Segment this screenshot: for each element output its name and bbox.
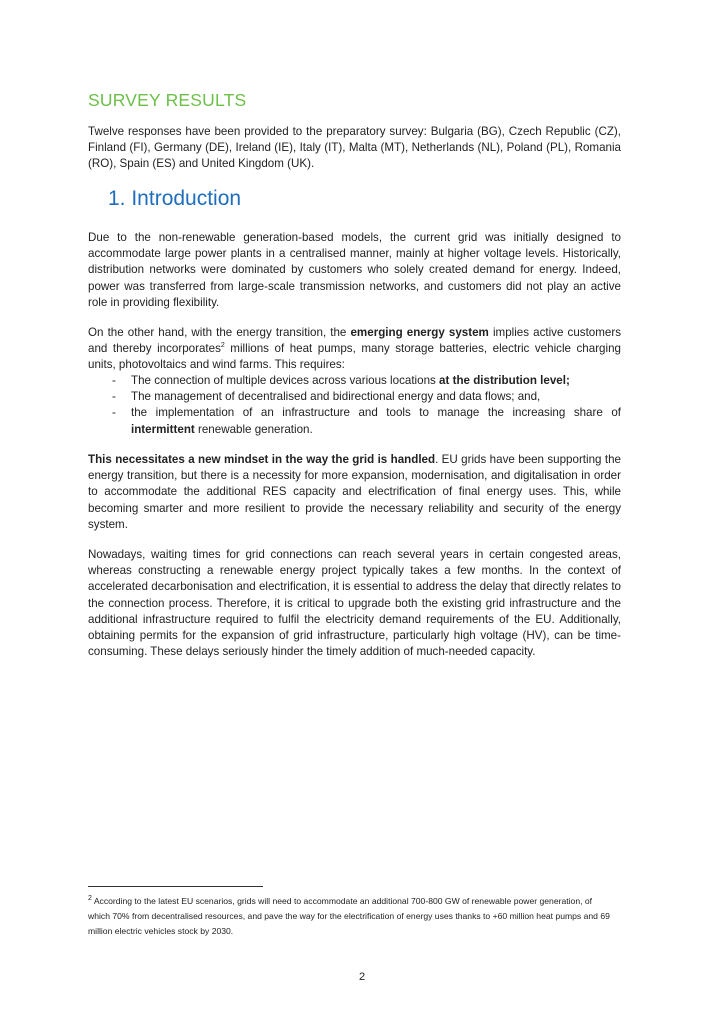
introduction-heading: 1. Introduction	[108, 187, 242, 210]
bullet-text: The management of decentralised and bidirectional energy and data flows; and,	[131, 390, 541, 404]
p3-bold-mindset: This necessitates a new mindset in the way the grid is handled	[88, 453, 436, 466]
footnote-number: 2	[88, 895, 92, 903]
intro-paragraph-4: Nowadays, waiting times for grid connections can reach several years in certain congested areas, whereas constructing a renewable energy project typically takes a few months. In the context of accelerated decarbonisation and electrification, it is essential to address the delay that directly relates to the connection process. Therefore, it is critical to upgrade both the existing grid infrastructure and the additional infrastructure required to fulfil the electricity demand requirements of the EU. Additionally, obtaining permits for the expansion of grid infrastructure, particularly high voltage (HV), can be time-consuming. These delays seriously hinder the timely addition of much-needed capacity.	[88, 548, 621, 659]
bullet-text: the implementation of an infrastructure and tools to manage the increasing share of	[131, 406, 621, 420]
p2-text-a: On the other hand, with the energy transition, the	[88, 326, 351, 339]
footnote-ref-link[interactable]: 2	[220, 342, 225, 350]
page-number: 2	[358, 971, 366, 983]
survey-results-title: SURVEY RESULTS	[88, 90, 247, 110]
bullet-bold: intermittent	[131, 422, 195, 436]
list-item	[88, 373, 621, 389]
bullet-dash: -	[112, 374, 116, 387]
p2-bold-emerging: emerging energy system	[350, 326, 489, 339]
bullet-bold: at the distribution level;	[439, 374, 570, 387]
footnote-separator	[88, 886, 263, 887]
bullet-dash: -	[112, 406, 116, 420]
p3-text: . EU grids have been supporting the energy transition, but there is a necessity for more expansion, modernisation, and digitalisation in order to accommodate the additional RES capacity and electrification of final energy uses. This, while becoming smarter and more resilient to provide the necessary reliability and security of the energy system.	[88, 453, 622, 531]
p2-text-c: millions of heat pumps, many storage batteries, electric vehicle charging units, photovoltaics and wind farms. This requires:	[88, 342, 621, 372]
bullet-dash: -	[112, 390, 116, 404]
intro-paragraph-1: Due to the non-renewable generation-based models, the current grid was initially designed to accommodate large power plants in a centralised manner, mainly at higher voltage levels. Historically, distribution networks were dominated by customers who solely created demand for energy. Indeed, power was transferred from large-scale transmission networks, and customers did not play an active role in providing flexibility.	[88, 231, 621, 309]
bullet-text-end: renewable generation.	[194, 422, 313, 436]
bullet-text: The connection of multiple devices across various locations	[131, 374, 440, 387]
list-item	[88, 405, 621, 437]
p2-text-b: implies active customers and thereby incorporates	[88, 326, 621, 356]
intro-paragraph-2	[88, 325, 621, 374]
list-item	[88, 389, 621, 405]
requirements-list	[88, 373, 621, 438]
footnote	[88, 894, 616, 939]
footnote-text: According to the latest EU scenarios, grids will need to accommodate an additional 700-800 GW of renewable power generation, of which 70% from decentralised resources, and pave the way for the electrification of energy uses thanks to +60 million heat pumps and 69 million electric vehicles stock by 2030.	[88, 896, 610, 936]
intro-paragraph-3	[88, 452, 621, 533]
survey-intro-paragraph: Twelve responses have been provided to the preparatory survey: Bulgaria (BG), Czech Republic (CZ), Finland (FI), Germany (DE), Ireland (IE), Italy (IT), Malta (MT), Netherlands (NL), Poland (PL), Romania (RO), Spain (ES) and United Kingdom (UK).	[88, 125, 621, 171]
